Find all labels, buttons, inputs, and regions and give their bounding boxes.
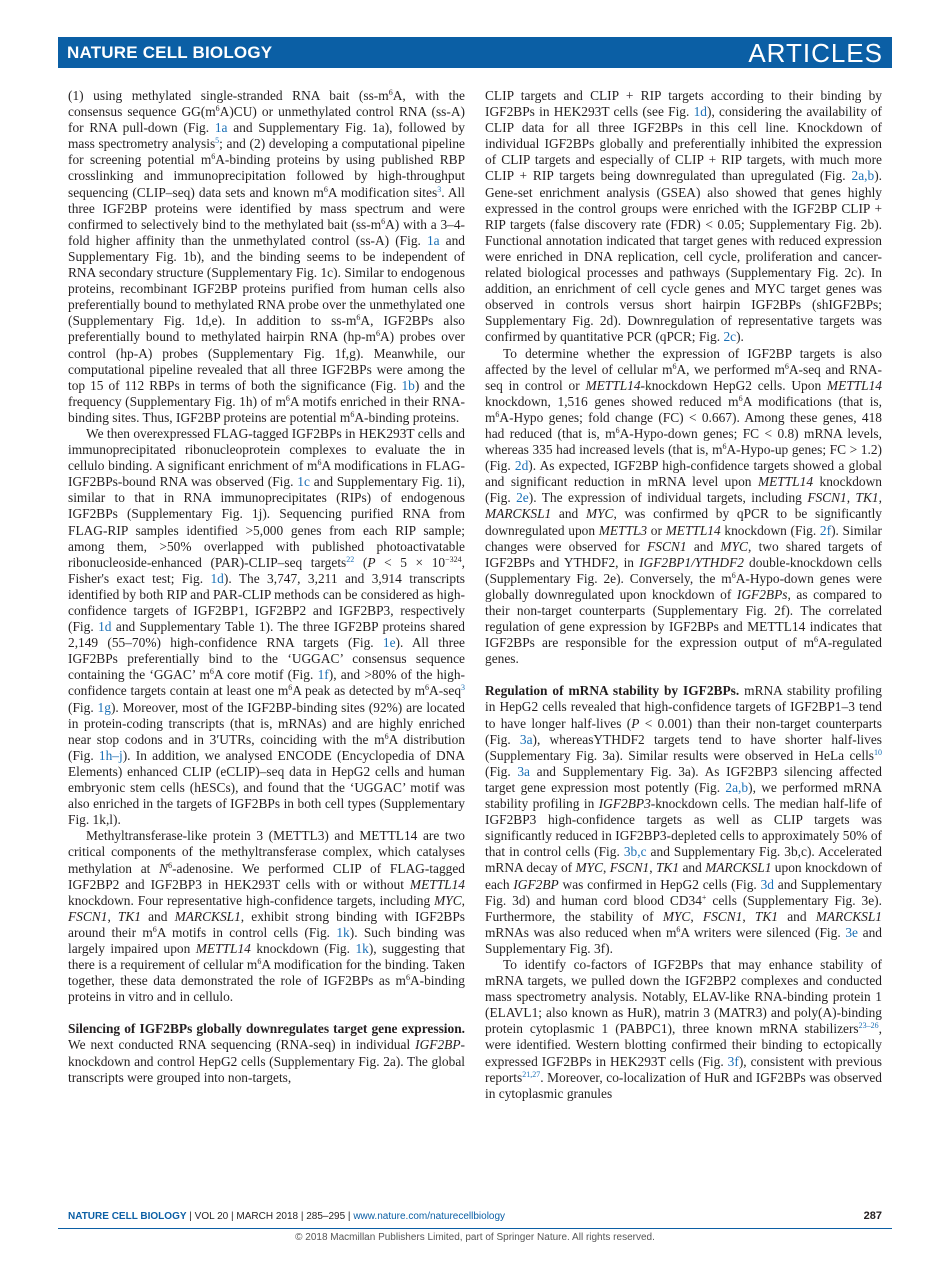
figure-link[interactable]: 2a,b bbox=[851, 168, 875, 184]
figure-link[interactable]: 1k bbox=[355, 940, 369, 956]
left-column bbox=[68, 88, 465, 1086]
figure-link[interactable]: 1d bbox=[210, 570, 224, 586]
citation-link[interactable]: 3 bbox=[437, 184, 442, 194]
section-heading: Silencing of IGF2BPs globally downregulates target gene expression. bbox=[68, 1021, 465, 1037]
figure-link[interactable]: 3e bbox=[845, 924, 858, 940]
paragraph: (1) using methylated single-stranded RNA bait ($ss-m^6A$, with the consensus sequence $GG(m^6A)CU$) or unmethylated control RNA (ss-A) for RNA pull-down (Fig. 1a and Supplementary Fig. 1a), followed by mass spectrometry analysis$^5$; and (2) developing a computational pipeline for screening potential $m^6A$-binding proteins by using published RBP crosslinking and immunoprecipitation followed by high-throughput sequencing (CLIP–seq) data sets and known $m^6A$ modification sites$^3$. All three IGF2BP proteins were identified by mass spectrum and were confirmed to selectively bind to the methylated bait $(ss-m^6A)$ with a 3–4-fold higher affinity than the unmethylated control (ss-A) (Fig. 1a and Supplementary Fig. 1b), and the binding seems to be independent of RNA secondary structure (Supplementary Fig. 1c). Similar to endogenous proteins, recombinant IGF2BP proteins purified from human cells also preferentially bound to methylated RNA probe over the unmethylated one (Supplementary Fig. 1d,e). In addition to $ss-m^6A$, IGF2BPs also preferentially bound to methylated hairpin RNA $(hp-m^6A)$ probes over control (hp-A) probes (Supplementary Fig. 1f,g). Meanwhile, our computational pipeline revealed that all three IGF2BPs were among the top 15 of 112 RBPs in terms of both the significance (Fig. 1b) and the frequency (Supplementary Fig. 1h) of $m^6A$ motifs enriched in their RNA-binding sites. Thus, IGF2BP proteins are potential $m^6A$-binding proteins. bbox=[68, 88, 466, 425]
citation-link[interactable]: 21,27 bbox=[522, 1069, 541, 1079]
journal-url-link[interactable]: www.nature.com/naturecellbiology bbox=[353, 1211, 506, 1222]
page-number: 287 bbox=[863, 1210, 882, 1222]
figure-link[interactable]: 3f bbox=[727, 1053, 739, 1069]
figure-link[interactable]: 2c bbox=[723, 329, 737, 345]
figure-link[interactable]: 1h–j bbox=[98, 747, 123, 763]
section-paragraph: Silencing of IGF2BPs globally downregulates target gene expression. We next conducted RNA sequencing (RNA-seq) in individual IGF2BP-knockdown and control HepG2 cells (Supplementary Fig. 2a). The global transcripts were grouped into non-targets, bbox=[68, 1021, 465, 1085]
section-label: ARTICLES bbox=[748, 38, 883, 68]
footer-issue-details: | VOL 20 | MARCH 2018 | 285–295 | bbox=[186, 1211, 354, 1222]
paragraph: To determine whether the expression of IGF2BP targets is also affected by the level of cellular $m^6A$, we performed $m^6A$-seq and RNA-seq in control or METTL14-knockdown HepG2 cells. Upon METTL14 knockdown, 1,516 genes showed reduced $m^6A$ modifications (that is, $m^6A$-Hypo genes; fold change (FC) < 0.667). Among these genes, 418 had reduced (that is, $m^6A-Hypo$-down genes; FC < 0.8) mRNA levels, whereas 335 had increased levels (that is, $m^6A-Hypo-up$ genes; FC > 1.2) (Fig. 2d). As expected, IGF2BP high-confidence targets showed a global and significant reduction in mRNA level upon METTL14 knockdown (Fig. 2e). The expression of individual targets, including FSCN1, TK1, MARCKSL1 and MYC, was confirmed by qPCR to be significantly downregulated upon METTL3 or METTL14 knockdown (Fig. 2f). Similar changes were observed for FSCN1 and MYC, two shared targets of IGF2BPs and YTHDF2, in IGF2BP1/YTHDF2 double-knockdown cells (Supplementary Fig. 2e). Conversely, the $m^6A-Hypo$-down genes were globally downregulated upon knockdown of IGF2BPs, as compared to their non-target counterparts (Supplementary Fig. 2f). The correlated regulation of gene expression by IGF2BPs and METTL14 indicates that IGF2BPs are responsible for the expression output of $m^6A$-regulated genes. bbox=[485, 345, 883, 667]
citation-link[interactable]: 5 bbox=[215, 136, 220, 146]
figure-link[interactable]: 1g bbox=[97, 699, 111, 715]
figure-link[interactable]: 1e bbox=[382, 635, 396, 651]
footer-citation bbox=[68, 1211, 505, 1222]
paragraph: To identify co-factors of IGF2BPs that may enhance stability of mRNA targets, we pulled down the IGF2BP2 complexes and conducted mass spectrometry analysis. Notably, ELAV-like RNA-binding protein 1 (ELAVL1; also known as HuR), matrin 3 (MATR3) and poly(A)-binding protein cytoplasmic 1 (PABPC1), three known mRNA stabilizers$^{23-26}$, were identified. Western blotting confirmed their binding to ectopically expressed IGF2BPs in HEK293T cells (Fig. 3f), consistent with previous reports$^{21,27}$. Moreover, co-localization of HuR and IGF2BPs was observed in cytoplasmic granules bbox=[485, 956, 883, 1101]
figure-link[interactable]: 1a bbox=[214, 120, 228, 136]
figure-link[interactable]: 1d bbox=[693, 104, 707, 120]
figure-link[interactable]: 2d bbox=[514, 458, 529, 474]
copyright-notice: © 2018 Macmillan Publishers Limited, part of Springer Nature. All rights reserved. bbox=[295, 1232, 655, 1243]
figure-link[interactable]: 1c bbox=[297, 474, 310, 490]
figure-link[interactable]: 1a bbox=[426, 232, 440, 248]
figure-link[interactable]: 2a,b bbox=[725, 779, 749, 795]
paragraph: CLIP targets and CLIP + RIP targets according to their binding by IGF2BPs in HEK293T cells (see Fig. 1d), considering the availability of CLIP data for all three IGF2BPs in this cell line. Knockdown of individual IGF2BPs globally and preferentially inhibited the expression of CLIP targets and especially of CLIP + RIP targets, with much more CLIP + RIP targets being downregulated than upregulated (Fig. 2a,b). Gene-set enrichment analysis (GSEA) also showed that genes highly expressed in the control groups were enriched with the IGF2BP CLIP + RIP targets (false discovery rate (FDR) < 0.05; Supplementary Fig. 2b). Functional annotation indicated that target genes with reduced expression were enriched in DNA replication, cell cycle, proliferation and cancer-related biological processes and pathways (Supplementary Fig. 2c). In addition, an enrichment of cell cycle genes and MYC target genes was observed in controls versus short hairpin IGF2BPs (shIGF2BPs; Supplementary Fig. 2d). Downregulation of representative targets was confirmed by quantitative PCR (qPCR; Fig. 2c). bbox=[485, 88, 882, 345]
footer-divider bbox=[58, 1228, 892, 1229]
figure-link[interactable]: 1f bbox=[317, 667, 329, 683]
figure-link[interactable]: 1d bbox=[98, 619, 112, 635]
figure-link[interactable]: 3d bbox=[760, 876, 774, 892]
citation-link[interactable]: 23–26 bbox=[858, 1021, 879, 1031]
section-paragraph: Regulation of mRNA stability by IGF2BPs. mRNA stability profiling in HepG2 cells revealed that high-confidence targets of IGF2BP1–3 tend to have longer half-lives (P < 0.001) than their non-target counterparts (Fig. 3a), whereasYTHDF2 targets tend to have shorter half-lives (Supplementary Fig. 3a). Similar results were observed in HeLa cells$^{10}$ (Fig. 3a and Supplementary Fig. 3a). As IGF2BP3 silencing affected target gene expression most potently (Fig. 2a,b), we performed mRNA stability profiling in IGF2BP3-knockdown cells. The median half-life of IGF2BP3 high-confidence targets as well as CLIP targets was significantly reduced in IGF2BP3-depleted cells to approximately 50% of that in control cells (Fig. 3b,c and Supplementary Fig. 3b,c). Accelerated mRNA decay of MYC, FSCN1, TK1 and MARCKSL1 upon knockdown of each IGF2BP was confirmed in HepG2 cells (Fig. 3d and Supplementary Fig. 3d) and human cord blood CD34+ cells (Supplementary Fig. 3e). Furthermore, the stability of MYC, FSCN1, TK1 and MARCKSL1 mRNAs was also reduced when $m^6A$ writers were silenced (Fig. 3e and Supplementary Fig. 3f). bbox=[485, 683, 882, 956]
paragraph: We then overexpressed FLAG-tagged IGF2BPs in HEK293T cells and immunoprecipitated ribonucleoprotein complexes to evaluate the in cellulo binding. A significant enrichment of $m^6A$ modifications in FLAG-IGF2BPs-bound RNA was observed (Fig. 1c and Supplementary Fig. 1i), similar to that in RNA immunoprecipitates (RIPs) of endogenous IGF2BPs (Supplementary Fig. 1j). Sequencing purified RNA from FLAG-RIP samples identified >5,000 genes from each RIP sample; among them, >50% overlapped with published photoactivatable ribonucleoside-enhanced (PAR)-CLIP–seq targets$^{22}$ ($P < 5 \times 10^{-324}$, Fisher's exact test; Fig. 1d). The 3,747, 3,211 and 3,914 transcripts identified by both RIP and PAR-CLIP methods can be considered as high-confidence targets of IGF2BP1, IGF2BP2 and IGF2BP3, respectively (Fig. 1d and Supplementary Table 1). The three IGF2BP proteins shared 2,149 (55–70%) high-confidence RNA targets (Fig. 1e). All three IGF2BPs preferentially bind to the ‘UGGAC’ consensus sequence containing the ‘GGAC’ $m^6A$ core motif (Fig. 1f), and >80% of the high-confidence targets contain at least one $m^6A$ peak as detected by $m^6A-seq^3$ (Fig. 1g). Moreover, most of the IGF2BP-binding sites (92%) are located in protein-coding transcripts (that is, mRNAs) and are highly enriched near stop codons and in 3′UTRs, coinciding with the $m^6A$ distribution (Fig. 1h–j). In addition, we analysed ENCODE (Encyclopedia of DNA Elements) enhanced CLIP (eCLIP)–seq data in HepG2 cells and human embryonic stem cells (hESCs), and found that the ‘UGGAC’ motif was also enriched in the targets of IGF2BPs in both cell types (Supplementary Fig. 1k,l). bbox=[68, 425, 466, 828]
figure-link[interactable]: 1b bbox=[401, 377, 415, 393]
citation-link[interactable]: 22 bbox=[346, 554, 355, 564]
figure-link[interactable]: 2e bbox=[516, 490, 529, 506]
figure-link[interactable]: 3a bbox=[517, 763, 530, 779]
citation-link[interactable]: 3 bbox=[461, 683, 466, 693]
journal-name: NATURE CELL BIOLOGY bbox=[67, 43, 273, 62]
footer-journal: NATURE CELL BIOLOGY bbox=[68, 1211, 187, 1222]
section-heading: Regulation of mRNA stability by IGF2BPs. bbox=[485, 683, 740, 699]
figure-link[interactable]: 3a bbox=[519, 731, 533, 747]
figure-link[interactable]: 1k bbox=[336, 924, 350, 940]
journal-header-bar bbox=[58, 37, 892, 68]
right-column bbox=[485, 88, 882, 1102]
figure-link[interactable]: 2f bbox=[819, 522, 832, 538]
paragraph: Methyltransferase-like protein 3 (METTL3) and METTL14 are two critical components of the methyltransferase complex, which catalyses methylation at $N^6$-adenosine. We performed CLIP of FLAG-tagged IGF2BP2 and IGF2BP3 in HEK293T cells with or without METTL14 knockdown. Four representative high-confidence targets, including MYC, FSCN1, TK1 and MARCKSL1, exhibit strong binding with IGF2BPs around their $m^6A$ motifs in control cells (Fig. 1k). Such binding was largely impaired upon METTL14 knockdown (Fig. 1k), suggesting that there is a requirement of cellular $m^6A$ modification for the binding. Taken together, these data demonstrated the role of IGF2BPs as $m^6A$-binding proteins in vitro and in cellulo. bbox=[68, 828, 466, 1005]
figure-link[interactable]: 3b,c bbox=[623, 844, 647, 860]
citation-link[interactable]: 10 bbox=[874, 747, 882, 757]
